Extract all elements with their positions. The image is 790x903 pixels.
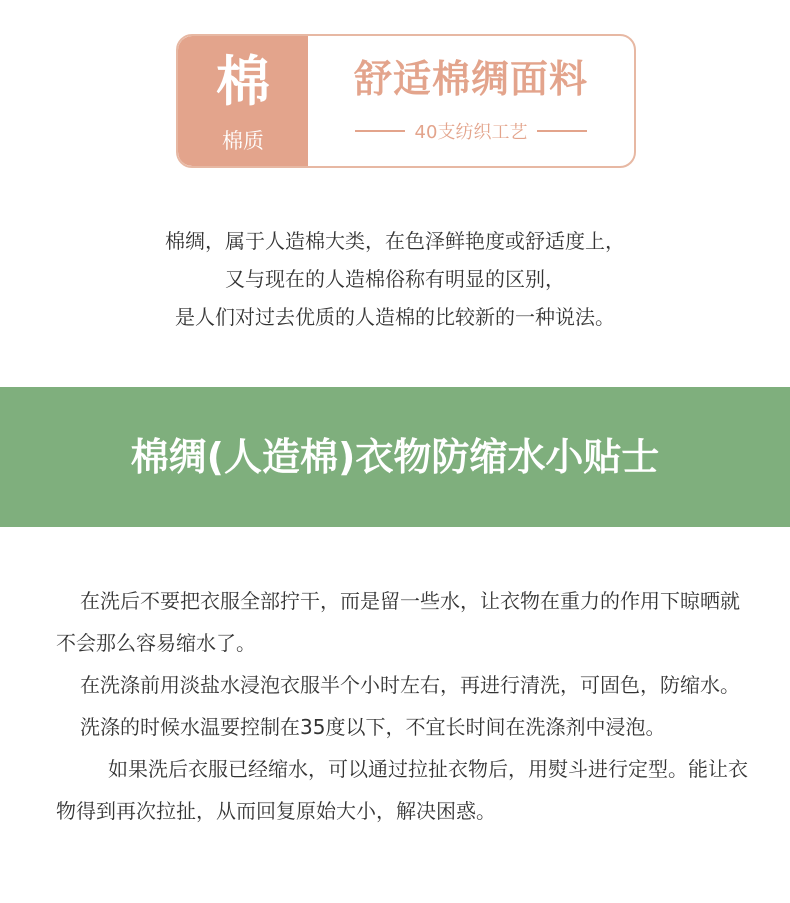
tips-section [56,580,756,832]
intro-line: 是人们对过去优质的人造棉的比较新的一种说法。 [175,305,615,329]
fabric-badge [176,34,636,168]
subtitle-right-rule [537,130,587,132]
badge-title: 舒适棉绸面料 [353,57,588,101]
badge-left-panel [178,36,308,166]
tip-paragraph: 如果洗后衣服已经缩水，可以通过拉扯衣物后，用熨斗进行定型。能让衣物得到再次拉扯，从而回复原始大小，解决困惑。 [56,757,748,823]
tips-banner [0,387,790,527]
tip-paragraph: 洗涤的时候水温要控制在35度以下，不宜长时间在洗涤剂中浸泡。 [80,715,666,739]
intro-line: 又与现在的人造棉俗称有明显的区别， [225,267,565,291]
banner-title: 棉绸(人造棉)衣物防缩水小贴士 [130,435,660,479]
badge-small-char: 棉质 [222,129,264,153]
intro-paragraph [0,222,790,336]
badge-big-char: 棉 [216,50,270,113]
subtitle-left-rule [355,130,405,132]
intro-line: 棉绸，属于人造棉大类，在色泽鲜艳度或舒适度上， [165,229,625,253]
tip-paragraph: 在洗后不要把衣服全部拧干，而是留一些水，让衣物在重力的作用下晾晒就不会那么容易缩水了。 [56,589,740,655]
tip-paragraph: 在洗涤前用淡盐水浸泡衣服半个小时左右，再进行清洗，可固色，防缩水。 [80,673,740,697]
badge-subtitle-row [308,118,634,144]
badge-subtitle: 40支纺织工艺 [414,122,528,143]
